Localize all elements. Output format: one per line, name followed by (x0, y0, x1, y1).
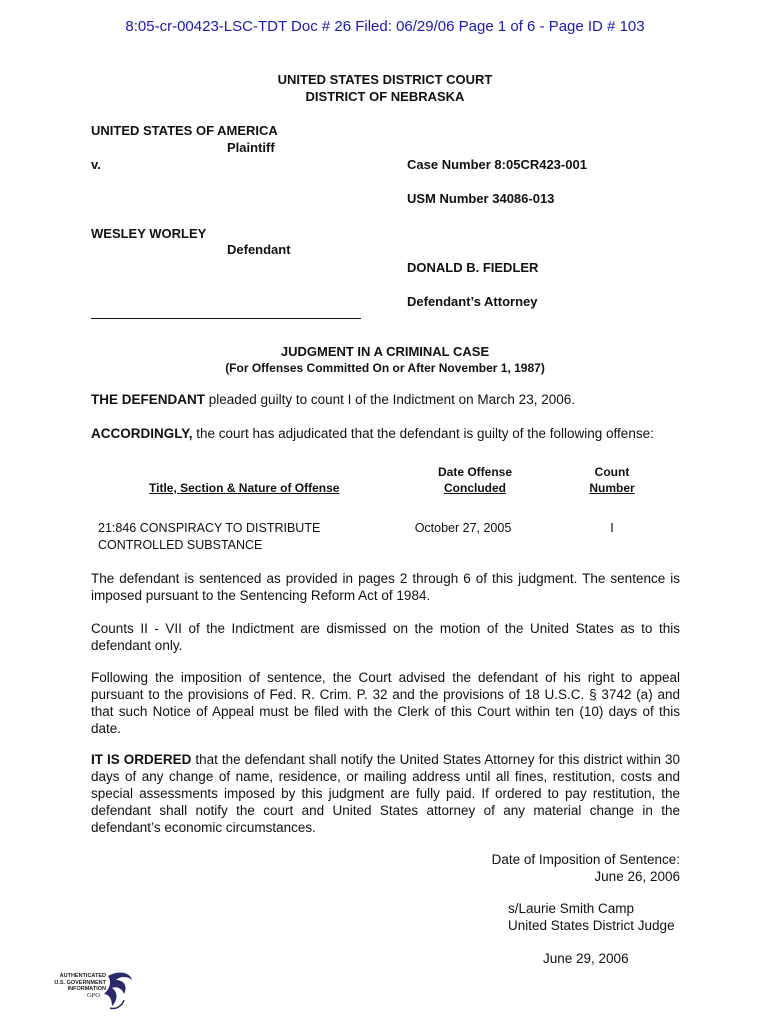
caption-separator (91, 318, 361, 319)
defendant-role: Defendant (227, 242, 291, 257)
offense-title-line2: CONTROLLED SUBSTANCE (98, 538, 263, 552)
gpo-logo-text (40, 973, 106, 999)
gpo-logo-line1: AUTHENTICATED (59, 973, 106, 979)
gpo-authentication-logo (40, 968, 140, 1016)
gpo-logo-line3: INFORMATION (67, 986, 106, 992)
judgment-title: JUDGMENT IN A CRIMINAL CASE (280, 344, 490, 359)
col-header-date (405, 464, 545, 496)
ordered-lead: IT IS ORDERED (91, 752, 192, 767)
plea-lead: THE DEFENDANT (91, 392, 205, 407)
ordered-paragraph (91, 751, 680, 836)
imposition-label: Date of Imposition of Sentence: (491, 852, 680, 867)
court-name: UNITED STATES DISTRICT COURT (277, 72, 493, 87)
versus: v. (91, 157, 101, 172)
plea-statement (91, 391, 691, 408)
imposition-date: June 26, 2006 (594, 869, 680, 884)
dismissed-paragraph: Counts II - VII of the Indictment are dismissed on the motion of the United States as to this defendant only. (91, 621, 680, 653)
sentence-paragraph: The defendant is sentenced as provided in pages 2 through 6 of this judgment. The sentence is imposed pursuant to the Sentencing Reform Act of 1984. (91, 571, 680, 603)
signature-title: United States District Judge (508, 918, 675, 933)
attorney-role: Defendant’s Attorney (407, 294, 538, 309)
col-header-date-line2: Concluded (444, 481, 506, 495)
accordingly-statement (91, 425, 691, 442)
document-stamp: 8:05-cr-00423-LSC-TDT Doc # 26 Filed: 06/29/06 Page 1 of 6 - Page ID # 103 (125, 18, 645, 35)
appeal-paragraph: Following the imposition of sentence, the Court advised the defendant of his right to appeal pursuant to the provisions of Fed. R. Crim. P. 32 and the provisions of 18 U.S.C. § 3742 (a) and that such Notice of Appeal must be filed with the Clerk of this Court within ten (10) days of this date. (91, 670, 680, 736)
accordingly-lead: ACCORDINGLY, (91, 426, 193, 441)
offense-title-line1: 21:846 CONSPIRACY TO DISTRIBUTE (98, 521, 321, 535)
col-header-count (572, 464, 652, 496)
table-row (98, 520, 320, 554)
signature-name: s/Laurie Smith Camp (508, 901, 635, 916)
plaintiff-name: UNITED STATES OF AMERICA (91, 123, 278, 138)
gpo-logo-line2: U.S. GOVERNMENT (54, 979, 106, 986)
judgment-subtitle: (For Offenses Committed On or After November 1, 1987) (225, 361, 545, 375)
col-header-count-line1: Count (594, 465, 630, 479)
offense-date: October 27, 2005 (414, 521, 512, 535)
gpo-logo-line4: GPO (86, 991, 100, 999)
defendant-name: WESLEY WORLEY (91, 226, 207, 241)
court-district: DISTRICT OF NEBRASKA (305, 89, 465, 104)
offense-count: I (610, 521, 614, 535)
eagle-icon (102, 970, 136, 1014)
attorney-name: DONALD B. FIEDLER (407, 260, 539, 275)
signature-date: June 29, 2006 (543, 951, 629, 966)
col-header-count-line2: Number (589, 481, 635, 495)
case-number: Case Number 8:05CR423-001 (407, 157, 587, 172)
col-header-date-line1: Date Offense (437, 465, 513, 479)
plea-text: pleaded guilty to count I of the Indictment on March 23, 2006. (205, 392, 575, 407)
ordered-text: that the defendant shall notify the United States Attorney for this district within 30 days of any change of name, residence, or mailing address until all fines, restitution, costs and special assessments imposed by this judgment are fully paid. If ordered to pay restitution, the defendant shall notify the court and United States attorney of any material change in the defendant’s economic circumstances. (91, 752, 680, 835)
accordingly-text: the court has adjudicated that the defendant is guilty of the following offense: (192, 426, 654, 441)
usm-number: USM Number 34086-013 (407, 191, 555, 206)
col-header-title: Title, Section & Nature of Offense (149, 481, 340, 495)
plaintiff-role: Plaintiff (227, 140, 275, 155)
